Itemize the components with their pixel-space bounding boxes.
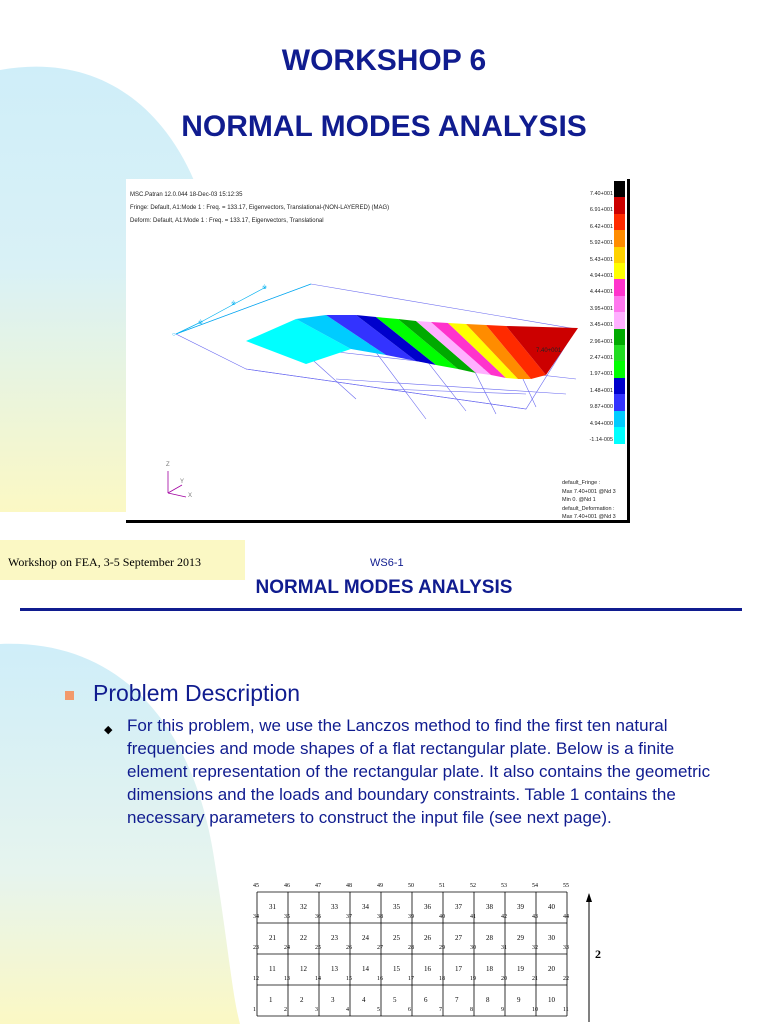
- legend-footer-line: default_Fringe :: [562, 480, 601, 486]
- mesh-node-label: 45: [253, 883, 259, 889]
- mesh-node-label: 46: [284, 883, 290, 889]
- mesh-node-label: 14: [315, 976, 321, 982]
- diamond-bullet-icon: ◆: [104, 724, 113, 736]
- mesh-node-label: 32: [532, 945, 538, 951]
- legend-color-swatch: [614, 411, 625, 428]
- legend-footer: [562, 479, 616, 522]
- mesh-node-label: 50: [408, 883, 414, 889]
- legend-color-swatch: [614, 312, 625, 329]
- mesh-element-label: 18: [486, 965, 493, 973]
- axis-y-label: Y: [180, 479, 185, 485]
- fringe-legend: [536, 179, 627, 469]
- mesh-node-label: 29: [439, 945, 445, 951]
- mesh-node-label: 23: [253, 945, 259, 951]
- mesh-element-label: 2: [300, 996, 304, 1004]
- mesh-node-label: 6: [408, 1007, 411, 1013]
- legend-value-label: 6.91+001: [589, 207, 613, 214]
- legend-footer-line: default_Deformation :: [562, 505, 615, 512]
- footer-workshop-text: Workshop on FEA, 3-5 September 2013: [8, 555, 202, 569]
- mesh-node-label: 2: [284, 1007, 287, 1013]
- mesh-node-label: 49: [377, 883, 383, 889]
- mesh-element-label: 11: [269, 965, 276, 973]
- mesh-element-label: 6: [424, 996, 428, 1004]
- mesh-element-label: 31: [269, 903, 276, 911]
- slide-title: NORMAL MODES ANALYSIS: [181, 110, 587, 143]
- mesh-node-label: 16: [377, 976, 383, 982]
- slide-number-label: WS6-1: [370, 557, 404, 569]
- mesh-node-label: 21: [532, 976, 538, 982]
- legend-value-label: 7.40+001: [589, 191, 613, 197]
- figure-header-line: Deform: Default, A1:Mode 1 : Freq. = 133.17, Eigenvectors, Translational: [130, 218, 324, 224]
- mesh-node-label: 13: [284, 976, 290, 982]
- mesh-element-label: 40: [548, 903, 555, 911]
- mesh-element-label: 38: [486, 903, 493, 911]
- mesh-node-label: 54: [532, 883, 538, 889]
- axis-x-label: X: [188, 493, 193, 499]
- mesh-element-label: 25: [393, 934, 400, 942]
- mesh-node-label: 3: [315, 1007, 318, 1013]
- mesh-element-label: 7: [455, 996, 459, 1004]
- mesh-node-label: 15: [346, 976, 352, 982]
- title-divider: [20, 608, 742, 611]
- legend-value-label: 5.43+001: [589, 256, 613, 263]
- mesh-element-label: 12: [300, 965, 307, 973]
- mesh-node-label: 5: [377, 1007, 380, 1013]
- workshop-title: WORKSHOP 6: [281, 44, 487, 77]
- mesh-node-label: 51: [439, 883, 445, 889]
- legend-value-label: 6.42+001: [589, 223, 613, 230]
- problem-paragraph: For this problem, we use the Lanczos method to find the first ten natural frequencies and mode shapes of a flat rectangular plate. Below is a finite element representation of the rectangular plate. It also contains the geometric dimensions and the loads and boundary constraints. Table 1 contains the necessary parameters to construct the input file (see next page).: [127, 716, 711, 827]
- mesh-element-label: 20: [548, 965, 555, 973]
- mesh-node-label: 41: [470, 914, 476, 920]
- axis-z-label: Z: [166, 462, 170, 468]
- mesh-node-label: 1: [253, 1007, 256, 1013]
- mesh-node-label: 26: [346, 945, 352, 951]
- mesh-node-label: 24: [284, 945, 290, 951]
- figure-header-line: MSC.Patran 12.0.044 18-Dec-03 15:12:35: [130, 192, 243, 198]
- mesh-element-label: 36: [424, 903, 431, 911]
- mesh-element-label: 17: [455, 965, 462, 973]
- legend-color-swatch: [614, 361, 625, 378]
- legend-color-swatch: [614, 181, 625, 198]
- legend-value-label: 4.44+001: [589, 289, 613, 296]
- mesh-node-label: 25: [315, 945, 321, 951]
- mesh-element-label: 5: [393, 996, 397, 1004]
- mesh-node-label: 20: [501, 976, 507, 982]
- mesh-node-label: 10: [532, 1007, 538, 1013]
- figure-header-line: Fringe: Default, A1:Mode 1 : Freq. = 133.17, Eigenvectors, Translational-(NON-LAYERED) (MAG): [130, 205, 390, 211]
- finite-element-mesh: [252, 884, 602, 1024]
- legend-value-label: 3.95+001: [589, 305, 613, 312]
- mesh-element-label: 39: [517, 903, 524, 911]
- mesh-node-label: 28: [408, 945, 414, 951]
- mesh-node-label: 30: [470, 945, 476, 951]
- mesh-node-label: 27: [377, 945, 383, 951]
- mesh-element-label: 26: [424, 934, 431, 942]
- mesh-element-label: 4: [362, 996, 366, 1004]
- mesh-node-label: 39: [408, 914, 414, 920]
- bullet-square-icon: [65, 691, 74, 700]
- legend-color-swatch: [614, 329, 625, 346]
- legend-color-swatch: [614, 247, 625, 264]
- section-heading: Problem Description: [93, 680, 301, 706]
- dimension-label: 2: [595, 947, 601, 961]
- mesh-node-label: 48: [346, 883, 352, 889]
- mesh-element-label: 1: [269, 996, 273, 1004]
- mesh-element-label: 8: [486, 996, 490, 1004]
- mesh-element-label: 34: [362, 903, 369, 911]
- mesh-node-label: 43: [532, 914, 538, 920]
- legend-value-label: 2.96+001: [589, 338, 613, 345]
- mesh-node-label: 35: [284, 914, 290, 920]
- mesh-node-label: 33: [563, 945, 569, 951]
- mesh-element-label: 13: [331, 965, 338, 973]
- mesh-element-label: 35: [393, 903, 400, 911]
- svg-text:○: ○: [172, 332, 176, 338]
- legend-color-swatch: [614, 197, 625, 214]
- legend-value-label: 5.92+001: [589, 240, 613, 247]
- legend-value-label: 9.87+000: [589, 404, 613, 411]
- legend-color-swatch: [614, 230, 625, 247]
- mesh-element-label: 28: [486, 934, 493, 942]
- mesh-node-label: 11: [563, 1007, 569, 1013]
- mesh-node-label: 12: [253, 976, 259, 982]
- mesh-node-label: 22: [563, 976, 569, 982]
- mesh-element-label: 37: [455, 903, 462, 911]
- legend-color-swatch: [614, 279, 625, 296]
- mesh-node-label: 53: [501, 883, 507, 889]
- mesh-element-label: 14: [362, 965, 369, 973]
- max-value-label: 7.40+001: [536, 348, 562, 354]
- legend-value-label: 1.48+001: [589, 387, 613, 394]
- legend-footer-line: Max 7.40+001 @Nd 3: [562, 488, 616, 495]
- mesh-element-label: 3: [331, 996, 335, 1004]
- mesh-element-label: 9: [517, 996, 521, 1004]
- arrow-head-icon: [586, 893, 592, 902]
- mesh-node-label: 4: [346, 1007, 349, 1013]
- legend-color-swatch: [614, 378, 625, 395]
- mesh-node-label: 9: [501, 1007, 504, 1013]
- mesh-element-label: 24: [362, 934, 369, 942]
- mesh-node-label: 7: [439, 1007, 442, 1013]
- mesh-element-label: 16: [424, 965, 431, 973]
- svg-text:※: ※: [231, 301, 237, 307]
- mesh-node-label: 36: [315, 914, 321, 920]
- legend-footer-line: Min 0. @Nd 1: [562, 497, 596, 503]
- mesh-element-label: 15: [393, 965, 400, 973]
- mesh-element-label: 32: [300, 903, 307, 911]
- mesh-element-label: 27: [455, 934, 462, 942]
- mesh-node-label: 37: [346, 914, 352, 920]
- legend-color-swatch: [614, 345, 625, 362]
- mesh-element-label: 23: [331, 934, 338, 942]
- mesh-element-label: 33: [331, 903, 338, 911]
- legend-value-label: 4.94+000: [589, 420, 613, 427]
- slide-2: [0, 614, 768, 1024]
- mesh-node-label: 18: [439, 976, 445, 982]
- mesh-node-label: 34: [253, 914, 259, 920]
- mesh-node-label: 17: [408, 976, 414, 982]
- svg-text:※: ※: [198, 320, 204, 326]
- legend-value-label: 2.47+001: [589, 355, 613, 361]
- mesh-node-label: 40: [439, 914, 445, 920]
- mesh-node-label: 8: [470, 1007, 473, 1013]
- legend-color-swatch: [614, 214, 625, 231]
- mesh-node-label: 55: [563, 883, 569, 889]
- legend-color-swatch: [614, 427, 625, 444]
- mesh-node-label: 47: [315, 883, 321, 889]
- fea-result-figure: [126, 179, 630, 523]
- mesh-node-label: 42: [501, 914, 507, 920]
- legend-color-swatch: [614, 394, 625, 411]
- legend-color-swatch: [614, 263, 625, 280]
- legend-value-label: -1.14-005: [589, 437, 613, 443]
- mesh-node-label: 19: [470, 976, 476, 982]
- mesh-element-label: 10: [548, 996, 555, 1004]
- legend-color-swatch: [614, 296, 625, 313]
- legend-value-label: 1.97+001: [589, 371, 613, 378]
- mesh-element-label: 29: [517, 934, 524, 942]
- mesh-node-label: 44: [563, 914, 569, 920]
- slide-subtitle: NORMAL MODES ANALYSIS: [255, 577, 513, 598]
- svg-text:※: ※: [262, 285, 268, 291]
- mesh-node-label: 52: [470, 883, 476, 889]
- mesh-node-label: 31: [501, 945, 507, 951]
- mesh-element-label: 21: [269, 934, 276, 942]
- legend-value-label: 3.45+001: [589, 322, 613, 329]
- mesh-element-label: 22: [300, 934, 307, 942]
- mesh-element-label: 30: [548, 934, 555, 942]
- mesh-element-label: 19: [517, 965, 524, 973]
- mesh-node-label: 38: [377, 914, 383, 920]
- legend-value-label: 4.94+001: [589, 273, 613, 279]
- legend-footer-line: Max 7.40+001 @Nd 3: [562, 514, 616, 520]
